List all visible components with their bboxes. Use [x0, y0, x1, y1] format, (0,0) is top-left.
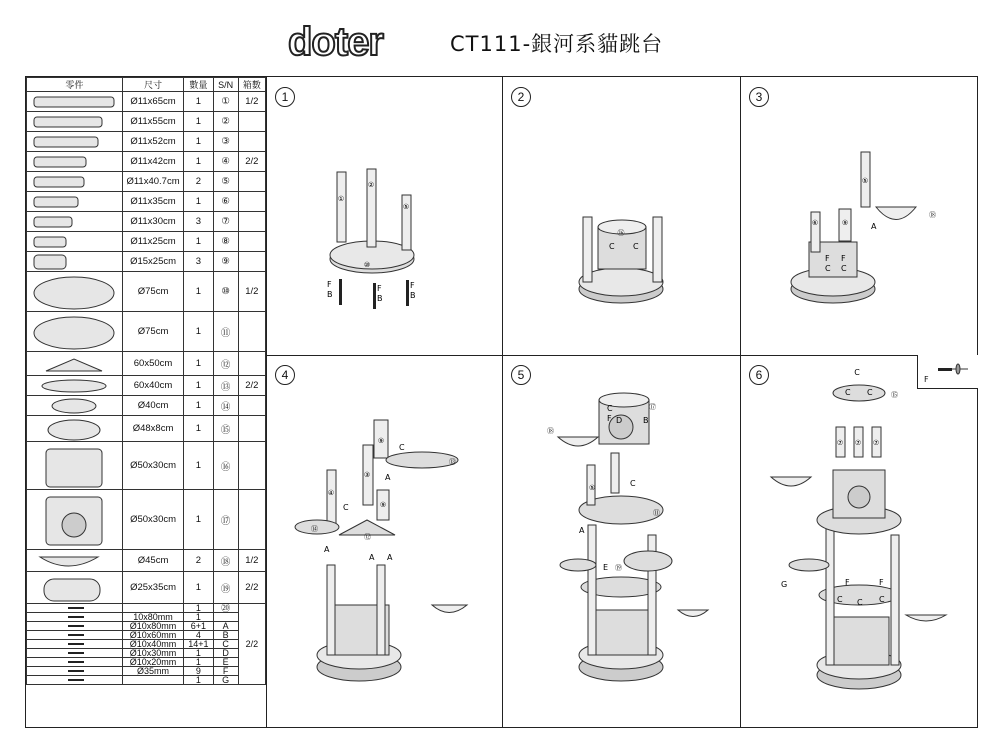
col-sn: S/N [213, 78, 238, 92]
hardware-size: Ø10x40mm [122, 640, 184, 649]
part-box: 1/2 [238, 550, 265, 572]
svg-text:④: ④ [327, 489, 335, 497]
hardware-image [27, 649, 123, 658]
hardware-sn: D [213, 649, 238, 658]
part-size: Ø40cm [122, 396, 184, 416]
part-qty: 1 [184, 376, 213, 396]
part-size: Ø11x55cm [122, 112, 184, 132]
svg-text:⑤: ⑤ [589, 484, 596, 492]
part-image [27, 252, 123, 272]
part-qty: 3 [184, 252, 213, 272]
hardware-qty: 1 [184, 613, 213, 622]
svg-text:⑨: ⑨ [377, 437, 385, 445]
part-qty: 1 [184, 92, 213, 112]
part-box [238, 132, 265, 152]
part-qty: 1 [184, 192, 213, 212]
part-size: Ø11x40.7cm [122, 172, 184, 192]
part-box: 1/2 [238, 272, 265, 312]
part-sn: ⑦ [213, 212, 238, 232]
part-size: Ø11x42cm [122, 152, 184, 172]
part-row [27, 252, 266, 272]
svg-text:G: G [781, 580, 788, 589]
hardware-qty: 1 [184, 604, 213, 613]
part-row [27, 172, 266, 192]
part-size: Ø25x35cm [122, 572, 184, 604]
hardware-qty: 1 [184, 676, 213, 685]
svg-text:F: F [410, 281, 415, 290]
part-box [238, 252, 265, 272]
hardware-box: 2/2 [238, 604, 265, 685]
part-size: Ø11x52cm [122, 132, 184, 152]
instruction-sheet [25, 76, 978, 728]
part-row [27, 112, 266, 132]
step-number: 3 [749, 87, 769, 107]
part-row [27, 92, 266, 112]
step-panel-4 [266, 355, 503, 728]
hardware-size: Ø10x30mm [122, 649, 184, 658]
part-size: Ø15x25cm [122, 252, 184, 272]
part-box: 2/2 [238, 152, 265, 172]
hardware-image [27, 631, 123, 640]
svg-text:⑦: ⑦ [854, 439, 862, 447]
parts-table [26, 77, 266, 727]
hardware-image [27, 676, 123, 685]
svg-text:C: C [879, 595, 885, 604]
part-image [27, 572, 123, 604]
svg-text:C: C [857, 598, 863, 607]
part-row [27, 442, 266, 490]
part-row [27, 152, 266, 172]
step-number: 4 [275, 365, 295, 385]
part-size: Ø50x30cm [122, 490, 184, 550]
svg-text:C: C [845, 388, 851, 397]
part-qty: 1 [184, 396, 213, 416]
part-row [27, 376, 266, 396]
part-size: Ø50x30cm [122, 442, 184, 490]
svg-text:⑱: ⑱ [929, 211, 936, 219]
svg-text:C: C [609, 242, 615, 251]
part-image [27, 232, 123, 252]
hardware-size [122, 676, 184, 685]
svg-text:③: ③ [363, 471, 371, 479]
part-image [27, 442, 123, 490]
part-row [27, 132, 266, 152]
part-image [27, 376, 123, 396]
part-sn: ① [213, 92, 238, 112]
part-sn: ⑪ [213, 312, 238, 352]
svg-text:C: C [633, 242, 639, 251]
part-image [27, 352, 123, 376]
svg-text:C: C [837, 595, 843, 604]
hardware-size: 10x80mm [122, 613, 184, 622]
step-number: 5 [511, 365, 531, 385]
part-sn: ⑤ [213, 172, 238, 192]
svg-text:D: D [616, 416, 623, 425]
svg-text:B: B [327, 290, 333, 299]
svg-text:⑦: ⑦ [836, 439, 844, 447]
col-part: 零件 [27, 78, 123, 92]
hardware-qty: 9 [184, 667, 213, 676]
svg-text:C: C [841, 264, 847, 273]
part-size: Ø11x30cm [122, 212, 184, 232]
part-qty: 2 [184, 172, 213, 192]
hardware-sn: ⑳ [213, 604, 238, 613]
part-qty: 1 [184, 132, 213, 152]
part-qty: 1 [184, 232, 213, 252]
hardware-image [27, 640, 123, 649]
hardware-qty: 6+1 [184, 622, 213, 631]
svg-text:⑲: ⑲ [615, 564, 622, 572]
svg-text:F: F [879, 578, 884, 587]
hardware-sn: A [213, 622, 238, 631]
step-panel-1 [266, 77, 503, 356]
step-panel-6 [740, 355, 978, 728]
part-sn: ④ [213, 152, 238, 172]
part-sn: ⑲ [213, 572, 238, 604]
part-row [27, 550, 266, 572]
svg-text:F: F [377, 284, 382, 293]
hardware-row [27, 676, 266, 685]
step-number: 6 [749, 365, 769, 385]
part-size: Ø11x35cm [122, 192, 184, 212]
part-box: 2/2 [238, 376, 265, 396]
part-box [238, 192, 265, 212]
part-row [27, 272, 266, 312]
hardware-image [27, 613, 123, 622]
part-sn: ⑭ [213, 396, 238, 416]
hardware-image [27, 667, 123, 676]
hardware-size: Ø10x20mm [122, 658, 184, 667]
part-qty: 1 [184, 272, 213, 312]
hardware-size: Ø35mm [122, 667, 184, 676]
part-sn: ⑨ [213, 252, 238, 272]
label-5: ⑤ [402, 203, 410, 211]
part-image [27, 416, 123, 442]
part-qty: 2 [184, 550, 213, 572]
hardware-qty: 14+1 [184, 640, 213, 649]
svg-text:C: C [399, 443, 405, 452]
svg-text:A: A [579, 526, 585, 535]
part-row [27, 572, 266, 604]
part-row [27, 312, 266, 352]
step-4-illustration [267, 355, 503, 727]
part-sn: ② [213, 112, 238, 132]
svg-text:F: F [845, 578, 850, 587]
svg-text:⑦: ⑦ [872, 439, 880, 447]
hardware-sn: B [213, 631, 238, 640]
svg-text:⑪: ⑪ [653, 509, 660, 517]
hardware-row [27, 667, 266, 676]
part-box [238, 352, 265, 376]
part-sn: ③ [213, 132, 238, 152]
svg-text:F: F [841, 254, 846, 263]
svg-text:A: A [871, 222, 877, 231]
part-sn: ⑰ [213, 490, 238, 550]
svg-text:C: C [854, 368, 860, 377]
part-image [27, 152, 123, 172]
svg-text:B: B [643, 416, 649, 425]
hardware-sn: E [213, 658, 238, 667]
part-size: Ø75cm [122, 312, 184, 352]
label-10: ⑩ [363, 261, 371, 269]
part-row [27, 352, 266, 376]
part-image [27, 112, 123, 132]
part-box [238, 212, 265, 232]
part-image [27, 172, 123, 192]
svg-text:⑯: ⑯ [617, 229, 625, 237]
hardware-qty: 1 [184, 649, 213, 658]
hardware-size: Ø10x60mm [122, 631, 184, 640]
svg-text:⑥: ⑥ [811, 219, 819, 227]
part-image [27, 272, 123, 312]
part-row [27, 192, 266, 212]
part-qty: 1 [184, 416, 213, 442]
hardware-sn: F [213, 667, 238, 676]
part-size: 60x50cm [122, 352, 184, 376]
part-box [238, 112, 265, 132]
part-box [238, 396, 265, 416]
part-box [238, 416, 265, 442]
svg-text:A: A [385, 473, 391, 482]
part-row [27, 232, 266, 252]
hardware-sn: C [213, 640, 238, 649]
svg-text:C: C [825, 264, 831, 273]
step-number: 2 [511, 87, 531, 107]
part-image [27, 192, 123, 212]
part-qty: 1 [184, 572, 213, 604]
hardware-image [27, 622, 123, 631]
step-6-illustration [741, 355, 978, 727]
svg-text:F: F [327, 280, 332, 289]
part-row [27, 212, 266, 232]
col-box: 箱數 [238, 78, 265, 92]
svg-text:C: C [607, 404, 613, 413]
svg-text:A: A [324, 545, 330, 554]
step-3-illustration [741, 77, 978, 355]
col-size: 尺寸 [122, 78, 184, 92]
part-sn: ⑫ [213, 352, 238, 376]
part-box [238, 312, 265, 352]
part-image [27, 212, 123, 232]
part-box [238, 490, 265, 550]
part-box [238, 232, 265, 252]
step-number: 1 [275, 87, 295, 107]
svg-text:C: C [630, 479, 636, 488]
part-qty: 1 [184, 490, 213, 550]
svg-text:⑫: ⑫ [364, 533, 371, 541]
svg-text:⑤: ⑤ [861, 177, 869, 185]
step-1-illustration [267, 77, 503, 355]
part-sn: ⑩ [213, 272, 238, 312]
hardware-image [27, 604, 123, 613]
step-2-illustration [503, 77, 741, 355]
part-image [27, 550, 123, 572]
step-5-illustration [503, 355, 741, 727]
svg-text:F: F [607, 414, 612, 423]
part-size: Ø75cm [122, 272, 184, 312]
svg-text:⑭: ⑭ [311, 525, 318, 533]
part-qty: 1 [184, 152, 213, 172]
part-sn: ⑥ [213, 192, 238, 212]
step-panel-5 [502, 355, 741, 728]
svg-text:A: A [387, 553, 393, 562]
part-qty: 1 [184, 352, 213, 376]
col-qty: 數量 [184, 78, 213, 92]
svg-text:C: C [867, 388, 873, 397]
part-sn: ⑧ [213, 232, 238, 252]
step-panel-2 [502, 77, 741, 356]
part-image [27, 396, 123, 416]
part-size: Ø48x8cm [122, 416, 184, 442]
svg-text:E: E [603, 563, 609, 572]
step-panel-3 [740, 77, 978, 356]
svg-text:A: A [369, 553, 375, 562]
svg-text:⑨: ⑨ [379, 501, 387, 509]
part-row [27, 416, 266, 442]
label-1: ① [337, 195, 345, 203]
part-qty: 1 [184, 442, 213, 490]
label-2: ② [367, 181, 375, 189]
part-size: Ø11x65cm [122, 92, 184, 112]
part-size: Ø45cm [122, 550, 184, 572]
part-image [27, 132, 123, 152]
svg-text:⑱: ⑱ [547, 427, 554, 435]
part-qty: 1 [184, 312, 213, 352]
hardware-qty: 4 [184, 631, 213, 640]
fastener-legend: F [917, 355, 978, 389]
part-row [27, 396, 266, 416]
hardware-image [27, 658, 123, 667]
document-title: CT111-銀河系貓跳台 [450, 32, 664, 56]
hardware-size: Ø10x80mm [122, 622, 184, 631]
header [0, 18, 1000, 68]
svg-text:⑮: ⑮ [891, 391, 898, 399]
part-row [27, 490, 266, 550]
part-sn: ⑬ [213, 376, 238, 396]
part-sn: ⑱ [213, 550, 238, 572]
part-image [27, 490, 123, 550]
brand-logo: doter [288, 20, 383, 64]
svg-text:⑨: ⑨ [841, 219, 849, 227]
hardware-qty: 1 [184, 658, 213, 667]
svg-text:⑰: ⑰ [649, 403, 656, 411]
part-qty: 3 [184, 212, 213, 232]
part-size: Ø11x25cm [122, 232, 184, 252]
part-size: 60x40cm [122, 376, 184, 396]
part-box: 1/2 [238, 92, 265, 112]
part-box [238, 172, 265, 192]
svg-text:⑬: ⑬ [449, 458, 456, 466]
part-box: 2/2 [238, 572, 265, 604]
part-sn: ⑯ [213, 442, 238, 490]
svg-text:B: B [377, 294, 383, 303]
part-sn: ⑮ [213, 416, 238, 442]
part-qty: 1 [184, 112, 213, 132]
svg-text:B: B [410, 291, 416, 300]
part-image [27, 92, 123, 112]
part-box [238, 442, 265, 490]
part-image [27, 312, 123, 352]
svg-text:F: F [825, 254, 830, 263]
fastener-icon [918, 355, 978, 388]
svg-text:C: C [343, 503, 349, 512]
hardware-sn: G [213, 676, 238, 685]
